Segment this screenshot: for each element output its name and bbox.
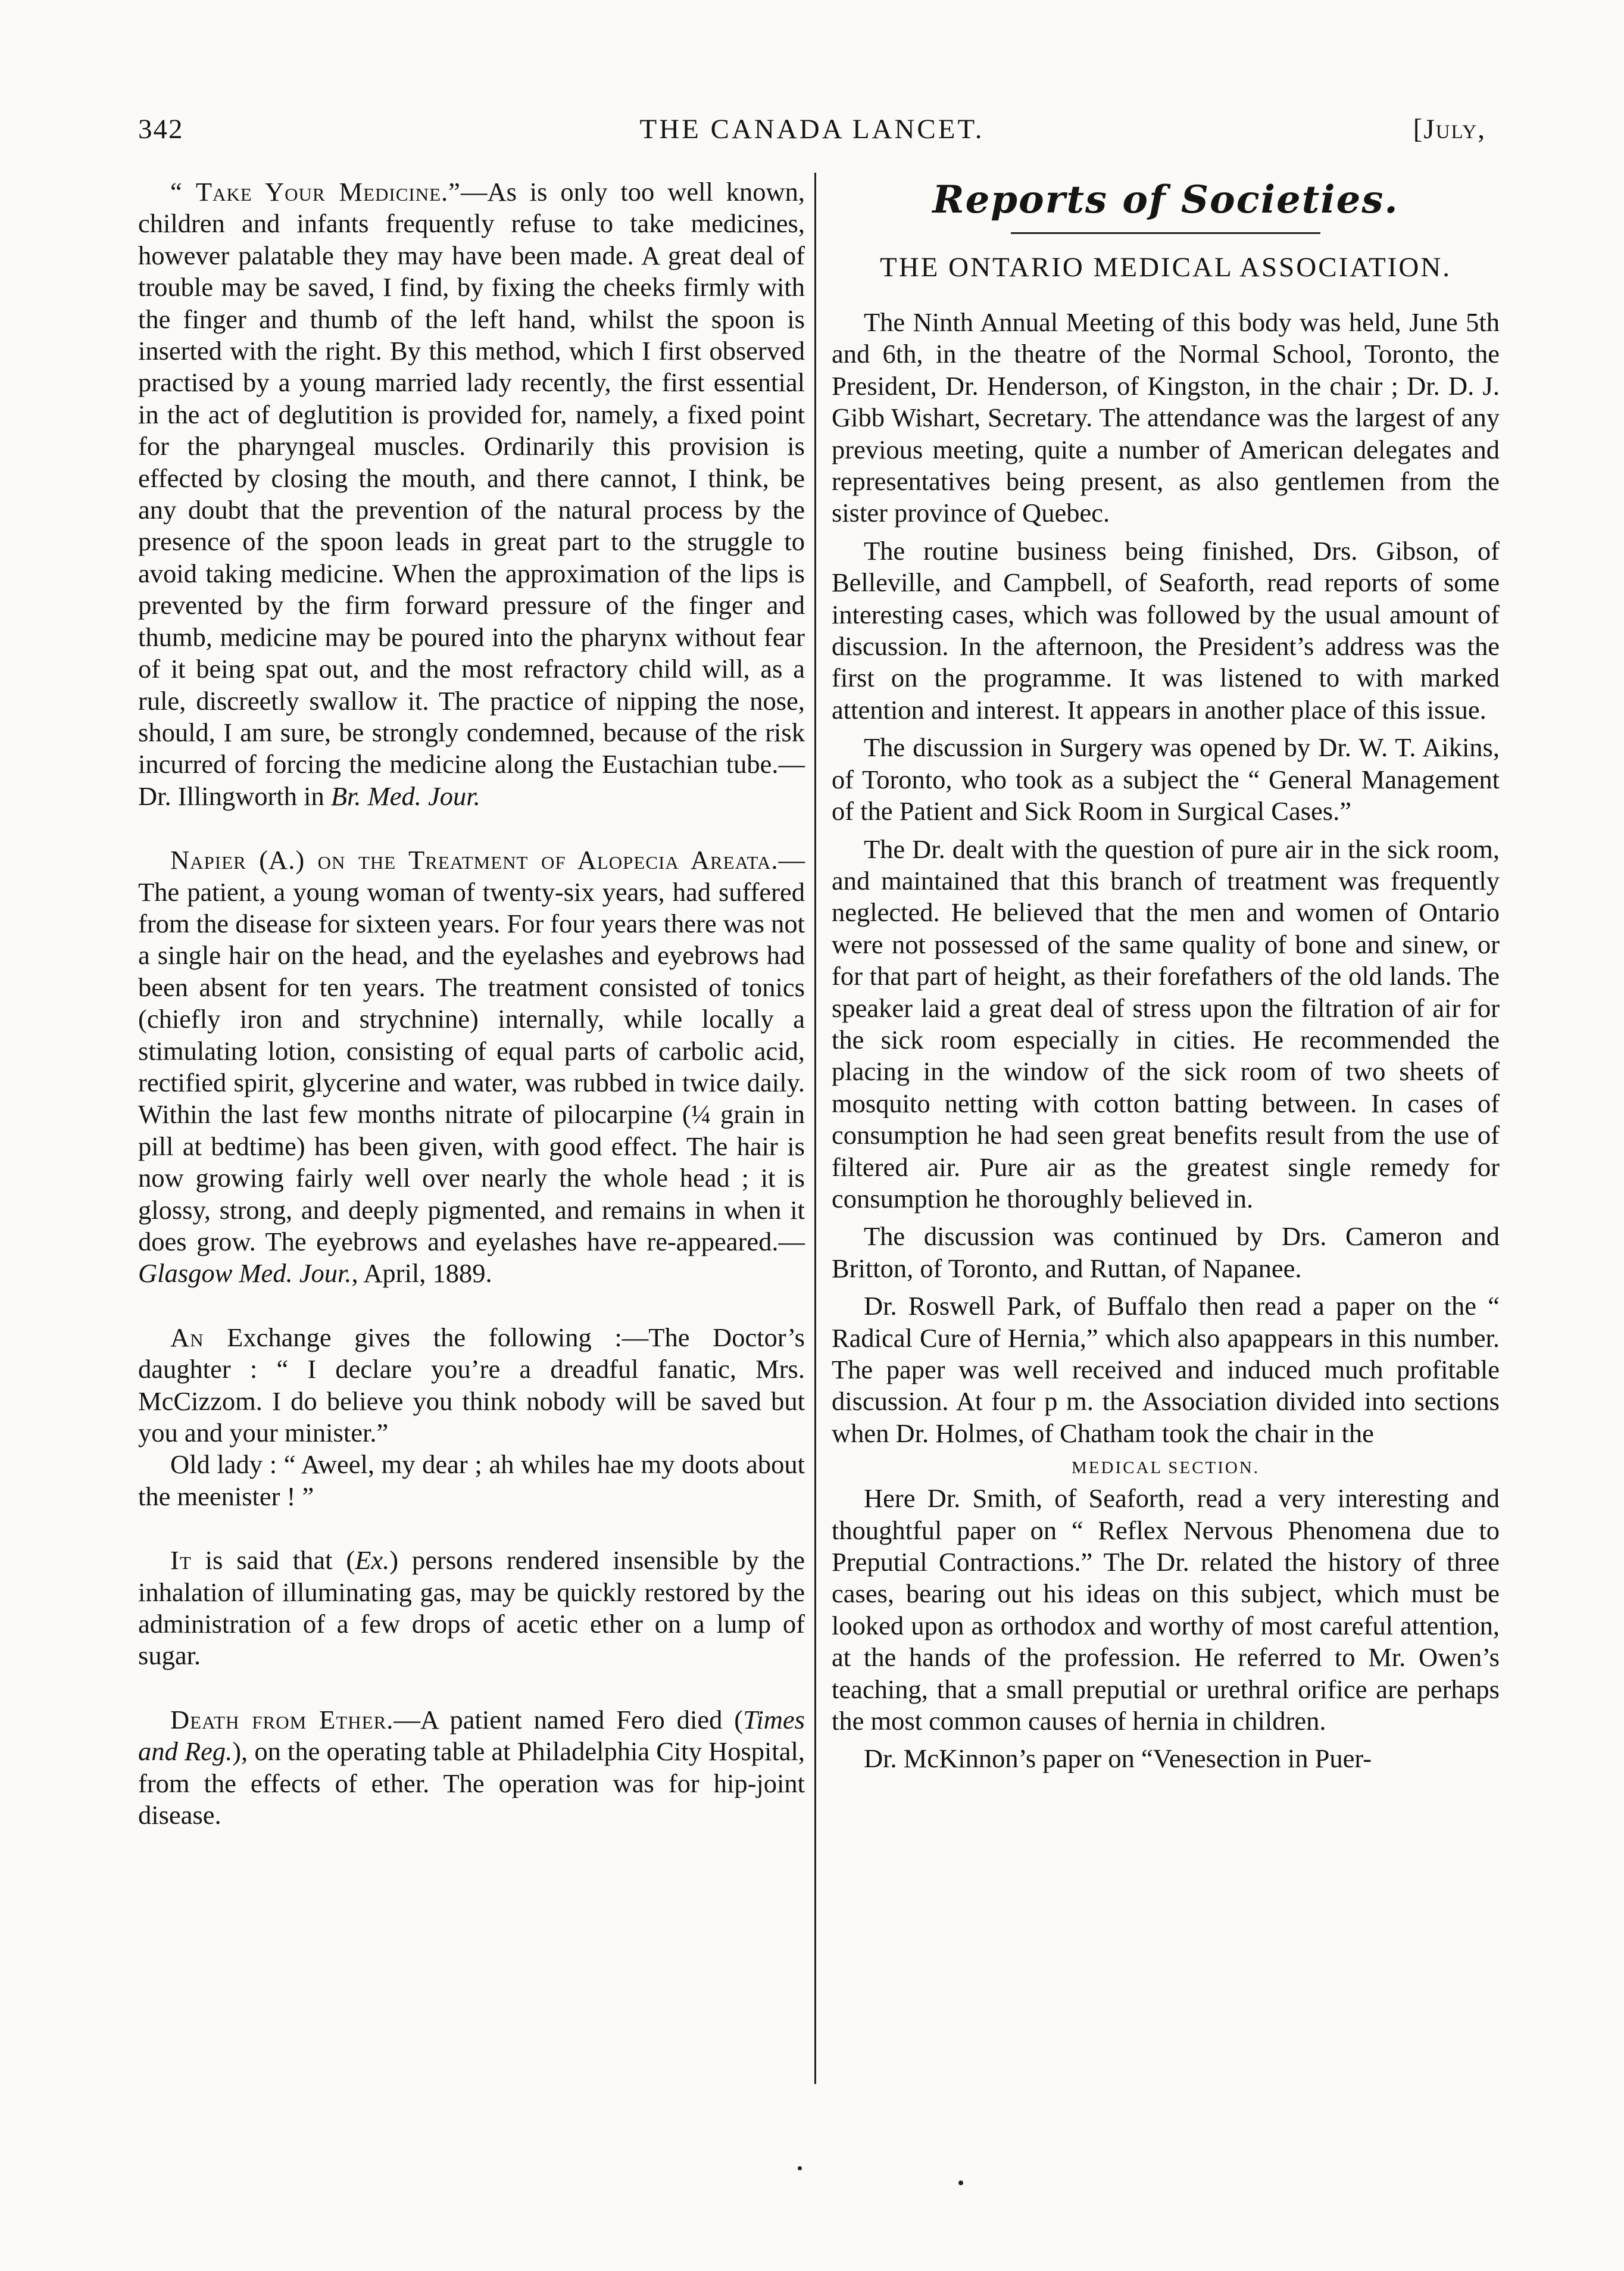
article-body: Exchange gives the following :—The Doctor’s daughter : “ I declare you’re a dreadful fanatic, Mrs. McCizzom. I do believe you think nobody will be saved but you and your minister.” [138, 1322, 805, 1448]
citation: Glasgow Med. Jour. [138, 1258, 352, 1289]
citation: Ex. [355, 1545, 390, 1576]
print-speck [798, 2166, 802, 2170]
article-exchange-reply [138, 1449, 805, 1512]
article-body: —As is only too well known, children and infants frequently refuse to take medicines, however palatable they may have been made. A great deal of trouble may be saved, I find, by fixing the cheeks firmly with the finger and thumb of the left hand, whilst the spoon is inserted with the right. By this method, which I first observed practised by a young married lady recently, the first essential in the act of deglutition is provided for, namely, a fixed point for the pharyngeal muscles. Ordinarily this provision is effected by closing the mouth, and there cannot, I think, be any doubt that the prevention of the natural process by the presence of the spoon leads in great part to the struggle to avoid taking medicine. When the approximation of the lips is prevented by the firm forward pressure of the finger and thumb, medicine may be poured into the pharynx without fear of it being spat out, and the most refractory child will, as a rule, discreetly swallow it. The practice of nipping the nose, should, I am sure, be strongly condemned, because of the risk incurred of forcing the medicine along the Eustachian tube.—Dr. Illingworth in [138, 177, 805, 811]
running-header [138, 113, 1486, 167]
report-paragraph: The discussion in Surgery was opened by Dr. W. T. Aikins, of Toronto, who took as a subject the “ General Management of the Patient and Sick Room in Surgical Cases.” [832, 732, 1500, 826]
journal-title: THE CANADA LANCET. [639, 114, 985, 145]
article-death-from-ether [138, 1704, 805, 1832]
issue-month: [July, [1413, 114, 1486, 145]
article-lead: An [170, 1322, 204, 1352]
citation: Br. Med. Jour. [330, 781, 480, 811]
left-column [138, 176, 805, 1832]
right-column [832, 176, 1500, 1775]
report-paragraph: The routine business being finished, Drs. Gibson, of Belleville, and Campbell, of Seaforth, read reports of some interesting cases, which was followed by the usual amount of discussion. In the afternoon, the President’s address was the first on the programme. It was listened to with marked attention and interest. It appears in another place of this issue. [832, 535, 1500, 725]
page-number: 342 [138, 114, 184, 145]
article-body: is said that ( [191, 1545, 355, 1576]
report-paragraph: The Dr. dealt with the question of pure air in the sick room, and maintained that this branch of treatment was frequently neglected. He believed that the men and women of Ontario were not possessed of the same quality of bone and sinew, or for that part of height, as their forefathers of the old lands. The speaker laid a great deal of stress upon the filtration of air for the sick room especially in cities. He recommended the placing in the window of the sick room of two sheets of mosquito netting with cotton batting between. In cases of consumption he had seen great benefits result from the use of filtered air. Pure air as the greatest single remedy for consumption he thoroughly believed in. [832, 834, 1500, 1214]
society-title: THE ONTARIO MEDICAL ASSOCIATION. [880, 252, 1451, 283]
report-paragraph: The Ninth Annual Meeting of this body was held, June 5th and 6th, in the theatre of the Normal School, Toronto, the President, Dr. Henderson, of Kingston, in the chair ; Dr. D. J. Gibb Wishart, Secretary. The attendance was the largest of any previous meeting, quite a number of American delegates and representatives being present, as also gentlemen from the sister province of Quebec. [832, 307, 1500, 528]
citation: Times and Reg. [138, 1704, 805, 1767]
article-body: —The patient, a young woman of twenty-six years, had suffered from the disease for sixteen years. For four years there was not a single hair on the head, and the eyelashes and eyebrows had been absent for ten years. The treatment consisted of tonics (chiefly iron and strychnine) internally, while locally a stimulating lotion, consisting of equal parts of carbolic acid, rectified spirit, glycerine and water, was rubbed in twice daily. Within the last few months nitrate of pilocarpine (¼ grain in pill at bedtime) has been given, with good effect. The hair is now growing fairly well over nearly the whole head ; it is glossy, strong, and deeply pigmented, and remains in when it does grow. The eyebrows and eyelashes have re-appeared.— [138, 845, 805, 1256]
print-speck [958, 2180, 963, 2185]
report-paragraph: Here Dr. Smith, of Seaforth, read a very interesting and thoughtful paper on “ Reflex Nervous Phenomena due to Preputial Contractions.” The Dr. related the history of three cases, bearing out his ideas on this subject, which must be looked upon as orthodox and worthy of most careful attention, at the hands of the profession. He referred to Mr. Owen’s teaching, that a small preputial or urethral orifice are perhaps the most common causes of hernia in children. [832, 1483, 1500, 1736]
section-rule [1011, 232, 1320, 234]
column-divider [814, 173, 816, 2084]
article-lead: Death from Ether. [170, 1704, 394, 1735]
article-body: —A patient named Fero died ( [393, 1704, 744, 1735]
article-lead: “ Take Your Medicine.” [170, 177, 461, 207]
article-body: Old lady : “ Aweel, my dear ; ah whiles hae my doots about the meenister ! ” [138, 1449, 805, 1511]
article-take-your-medicine [138, 176, 805, 812]
section-title: Reports of Societies. [932, 177, 1399, 222]
report-paragraph: The discussion was continued by Drs. Cameron and Britton, of Toronto, and Ruttan, of Napanee. [832, 1221, 1500, 1283]
article-exchange-anecdote [138, 1322, 805, 1449]
article-alopecia-areata [138, 844, 805, 1290]
article-body: ), on the operating table at Philadelphia City Hospital, from the effects of ether. The operation was for hip-joint disease. [138, 1736, 805, 1830]
article-body: ) persons rendered insensible by the inhalation of illuminating gas, may be quickly restored by the administration of a few drops of acetic ether on a lump of sugar. [138, 1545, 805, 1671]
report-paragraph: Dr. Roswell Park, of Buffalo then read a paper on the “ Radical Cure of Hernia,” which also apappears in this number. The paper was well received and induced much profitable discussion. At four p m. the Association divided into sections when Dr. Holmes, of Chatham took the chair in the [832, 1291, 1500, 1448]
article-lead: Napier (A.) on the Treatment of Alopecia Areata. [170, 845, 779, 875]
report-paragraph: Dr. McKinnon’s paper on “Venesection in Puer- [864, 1743, 1372, 1774]
subheading-medical-section: MEDICAL SECTION. [1072, 1458, 1260, 1478]
citation-date: , April, 1889. [351, 1258, 492, 1289]
article-illuminating-gas [138, 1545, 805, 1672]
article-lead: It [170, 1545, 192, 1576]
